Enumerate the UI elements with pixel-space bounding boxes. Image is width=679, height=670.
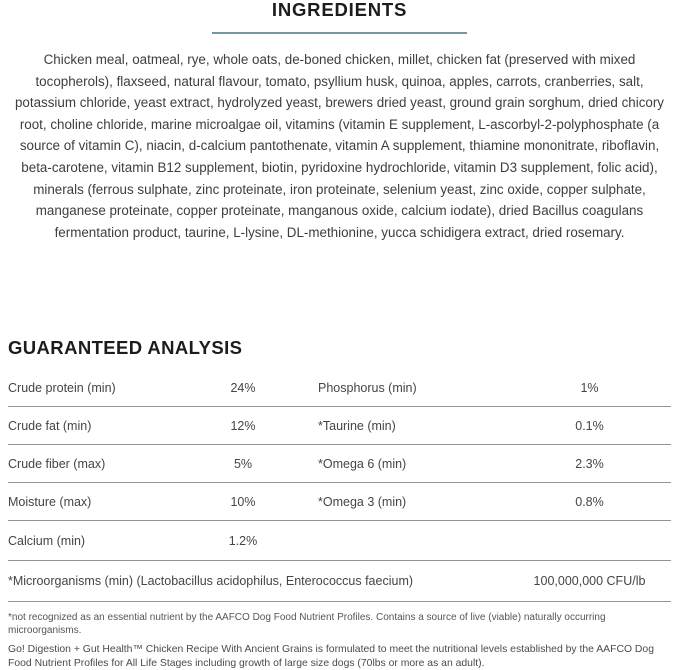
nutrient-value: 1.2% (228, 533, 258, 548)
microorganisms-row (8, 561, 671, 602)
nutrient-value: 5% (233, 456, 253, 471)
nutrient-value: 24% (230, 380, 256, 395)
table-row (8, 445, 671, 483)
aafco-statement: Go! Digestion + Gut Health™ Chicken Recipe With Ancient Grains is formulated to meet the nutritional levels established by the AAFCO Dog Food Nutrient Profiles for All Life Stages including growth of large size dogs (70lbs or more as an adult). (8, 644, 654, 669)
nutrient-value: 10% (230, 494, 256, 509)
nutrient-value: 1% (580, 380, 599, 395)
ingredients-text: Chicken meal, oatmeal, rye, whole oats, de-boned chicken, millet, chicken fat (preserved with mixed tocopherols), flaxseed, natural flavour, tomato, psyllium husk, quinoa, apples, carrots, cranberries, salt, potassium chloride, yeast extract, hydrolyzed yeast, brewers dried yeast, ground grain sorghum, dried chicory root, choline chloride, marine microalgae oil, vitamins (vitamin E supplement, L-ascorbyl-2-polyphosphate (a source of vitamin C), niacin, d-calcium pantothenate, vitamin A supplement, thiamine mononitrate, riboflavin, beta-carotene, vitamin B12 supplement, biotin, pyridoxine hydrochloride, vitamin D3 supplement, folic acid), minerals (ferrous sulphate, zinc proteinate, iron proteinate, selenium yeast, zinc oxide, copper sulphate, manganese proteinate, copper proteinate, manganous oxide, calcium iodate), dried Bacillus coagulans fermentation product, taurine, L-lysine, DL-methionine, yucca schidigera extract, dried rosemary. (14, 52, 664, 240)
nutrient-label: *Taurine (min) (318, 418, 396, 433)
nutrient-label: *Omega 3 (min) (318, 494, 407, 509)
nutrient-value: 0.1% (575, 418, 604, 433)
nutrient-label: Crude fiber (max) (8, 456, 106, 471)
title-underline-rule (212, 32, 467, 34)
ingredients-title: INGREDIENTS (271, 0, 408, 20)
nutrient-label: Crude protein (min) (8, 380, 116, 395)
nutrient-value: 0.8% (575, 494, 604, 509)
table-row (8, 407, 671, 445)
nutrient-value: 2.3% (575, 456, 604, 471)
nutrient-value: 12% (230, 418, 256, 433)
nutrient-label: Crude fat (min) (8, 418, 92, 433)
nutrient-label: Phosphorus (min) (318, 380, 417, 395)
nutrient-value: 100,000,000 CFU/lb (533, 574, 646, 588)
table-row (8, 483, 671, 521)
nutrient-label: Moisture (max) (8, 494, 92, 509)
guaranteed-analysis-title: GUARANTEED ANALYSIS (8, 337, 243, 358)
nutrient-label: *Omega 6 (min) (318, 456, 407, 471)
guaranteed-analysis-table (8, 369, 671, 602)
asterisk-footnote: *not recognized as an essential nutrient by the AAFCO Dog Food Nutrient Profiles. Contains a source of live (viable) naturally occurring microorganisms. (8, 612, 606, 636)
table-row (8, 521, 671, 561)
nutrient-label: *Microorganisms (min) (Lactobacillus acidophilus, Enterococcus faecium) (8, 574, 414, 588)
table-row (8, 369, 671, 407)
nutrient-label: Calcium (min) (8, 533, 86, 548)
